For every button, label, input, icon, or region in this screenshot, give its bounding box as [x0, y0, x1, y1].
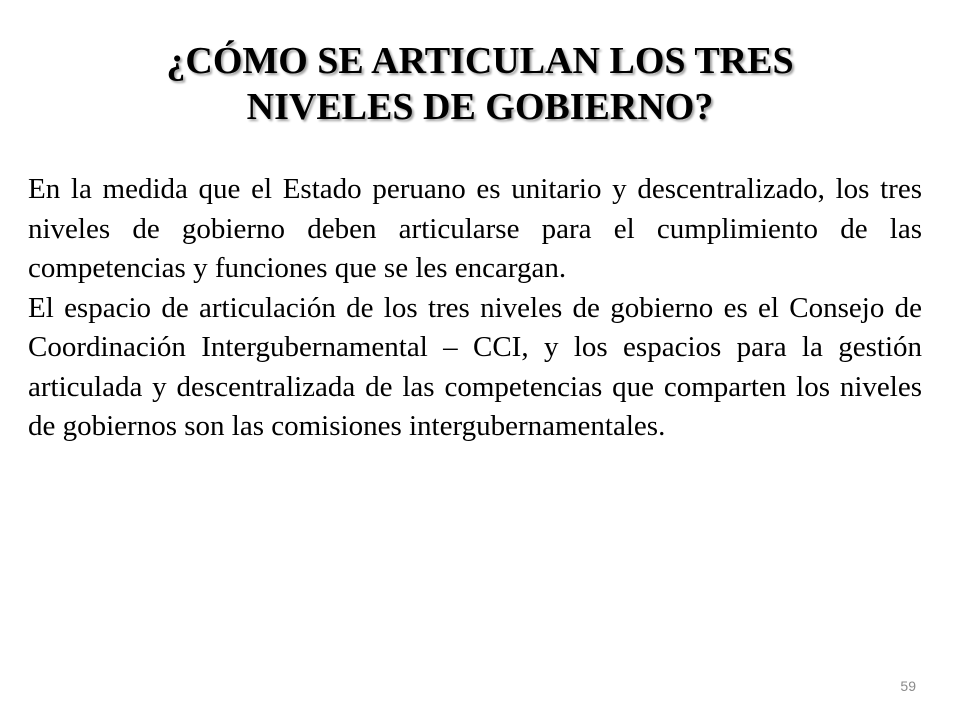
body-paragraph-2: El espacio de articulación de los tres niveles de gobierno es el Consejo de Coordinación Intergubernamental – CCI, y los espacios para la gestión articulada y descentralizada de las competencias que comparten los niveles de gobiernos son las comisiones intergubernamentales. [28, 291, 922, 442]
slide-title [60, 38, 900, 130]
body-paragraph-1: En la medida que el Estado peruano es unitario y descentralizado, los tres niveles de gobierno deben articularse para el cumplimiento de las competencias y funciones que se les encargan. [28, 173, 922, 284]
slide-title-line-1: ¿CÓMO SE ARTICULAN LOS TRES [166, 40, 794, 82]
slide-number: 59 [900, 678, 916, 694]
slide-body [28, 170, 922, 447]
slide-title-line-2: NIVELES DE GOBIERNO? [246, 86, 714, 128]
